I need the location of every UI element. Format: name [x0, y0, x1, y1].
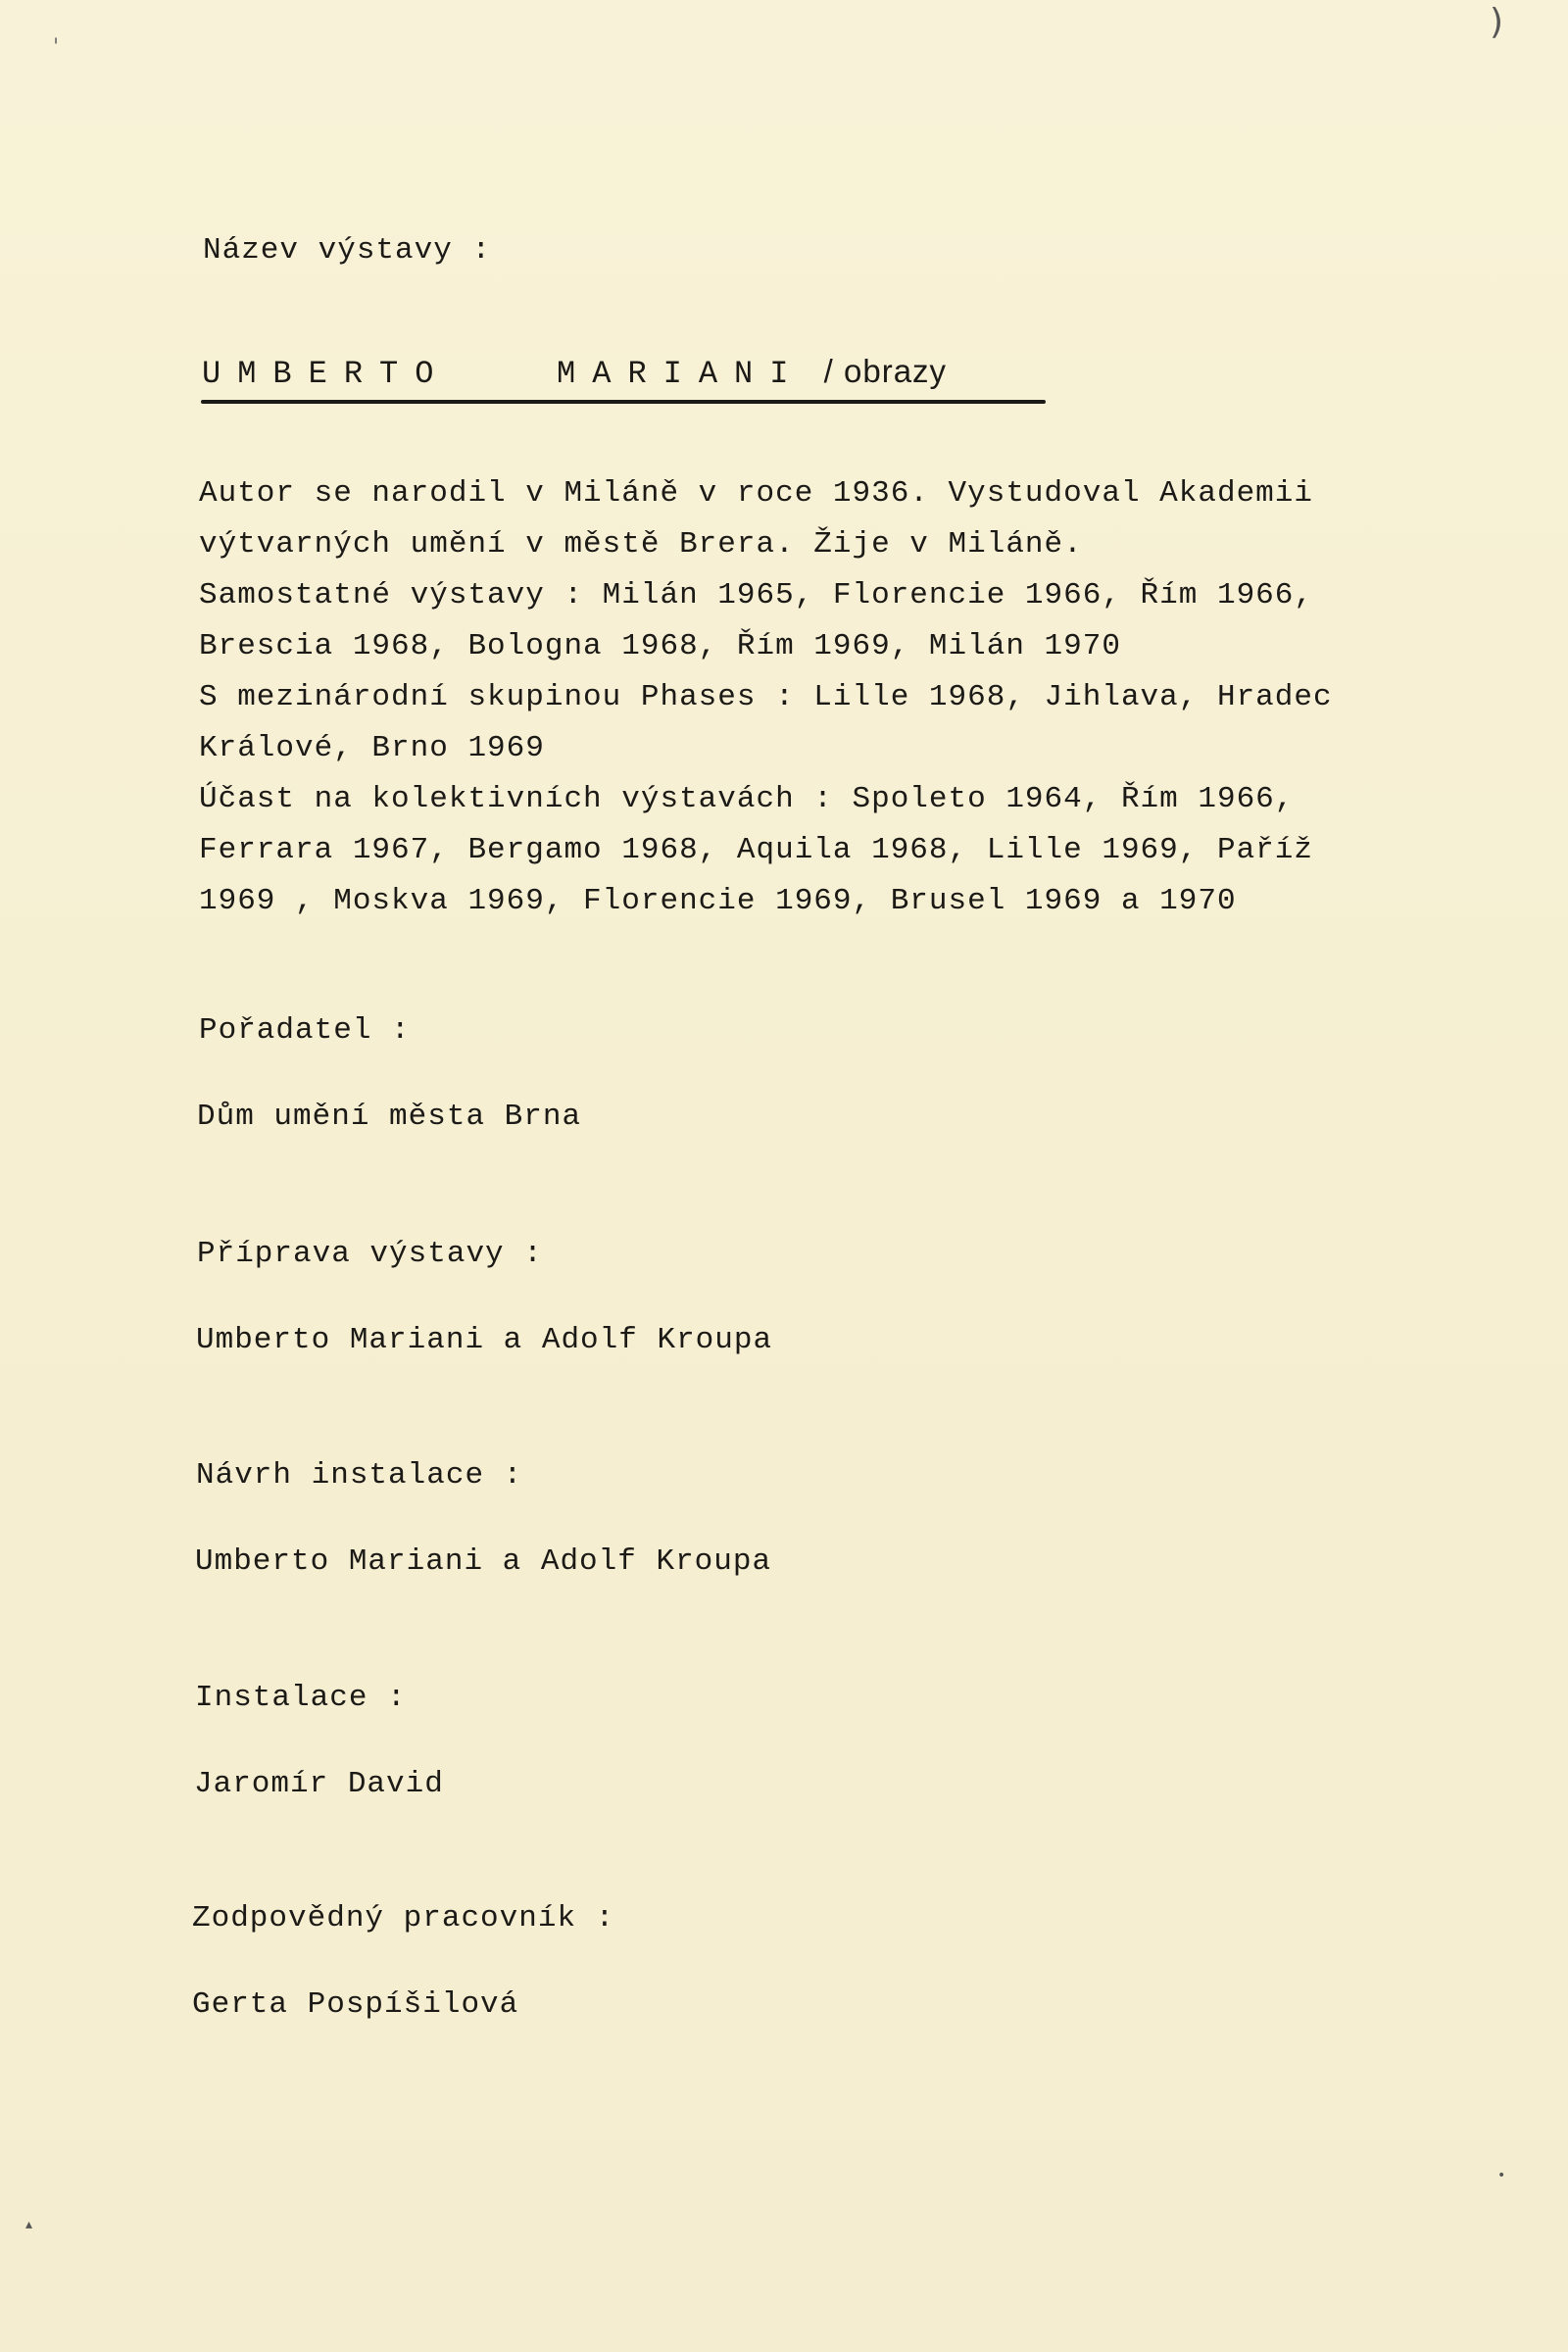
organizer-value: Dům umění města Brna: [197, 1100, 582, 1134]
installation-design-value: Umberto Mariani a Adolf Kroupa: [195, 1544, 772, 1579]
exhibition-name-label: Název výstavy :: [203, 233, 492, 268]
bio-line: 1969 , Moskva 1969, Florencie 1969, Brusel 1969 a 1970: [199, 884, 1237, 918]
bio-line: Králové, Brno 1969: [199, 731, 545, 765]
author-bio-paragraph: [199, 468, 1473, 927]
bio-line: S mezinárodní skupinou Phases : Lille 1968, Jihlava, Hradec: [199, 680, 1333, 714]
scan-speck-mark: ▴: [25, 2217, 33, 2232]
scan-edge-mark: ): [1490, 2, 1504, 42]
bio-line: Brescia 1968, Bologna 1968, Řím 1969, Milán 1970: [199, 629, 1121, 663]
preparation-value: Umberto Mariani a Adolf Kroupa: [196, 1323, 773, 1357]
responsible-person-value: Gerta Pospíšilová: [192, 1987, 519, 2022]
exhibition-title: [202, 353, 947, 392]
responsible-person-label: Zodpovědný pracovník :: [192, 1901, 615, 1936]
preparation-label: Příprava výstavy :: [197, 1237, 543, 1271]
artist-name: UMBERTO MARIANI: [202, 356, 806, 392]
bio-line: Autor se narodil v Miláně v roce 1936. Vystudoval Akademii: [199, 476, 1313, 511]
bio-line: Ferrara 1967, Bergamo 1968, Aquila 1968, Lille 1969, Paříž: [199, 833, 1313, 867]
title-suffix: / obrazy: [823, 353, 948, 389]
installation-label: Instalace :: [195, 1681, 407, 1715]
bio-line: Samostatné výstavy : Milán 1965, Florencie 1966, Řím 1966,: [199, 578, 1313, 612]
scan-speck-mark: ˌ: [53, 22, 60, 46]
bio-line: výtvarných umění v městě Brera. Žije v Miláně.: [199, 527, 1083, 562]
installation-value: Jaromír David: [194, 1767, 444, 1801]
title-underline: [201, 400, 1046, 404]
organizer-label: Pořadatel :: [199, 1013, 411, 1048]
scan-speck-mark: •: [1497, 2168, 1506, 2183]
bio-line: Účast na kolektivních výstavách : Spoleto 1964, Řím 1966,: [199, 782, 1295, 816]
installation-design-label: Návrh instalace :: [196, 1458, 523, 1493]
